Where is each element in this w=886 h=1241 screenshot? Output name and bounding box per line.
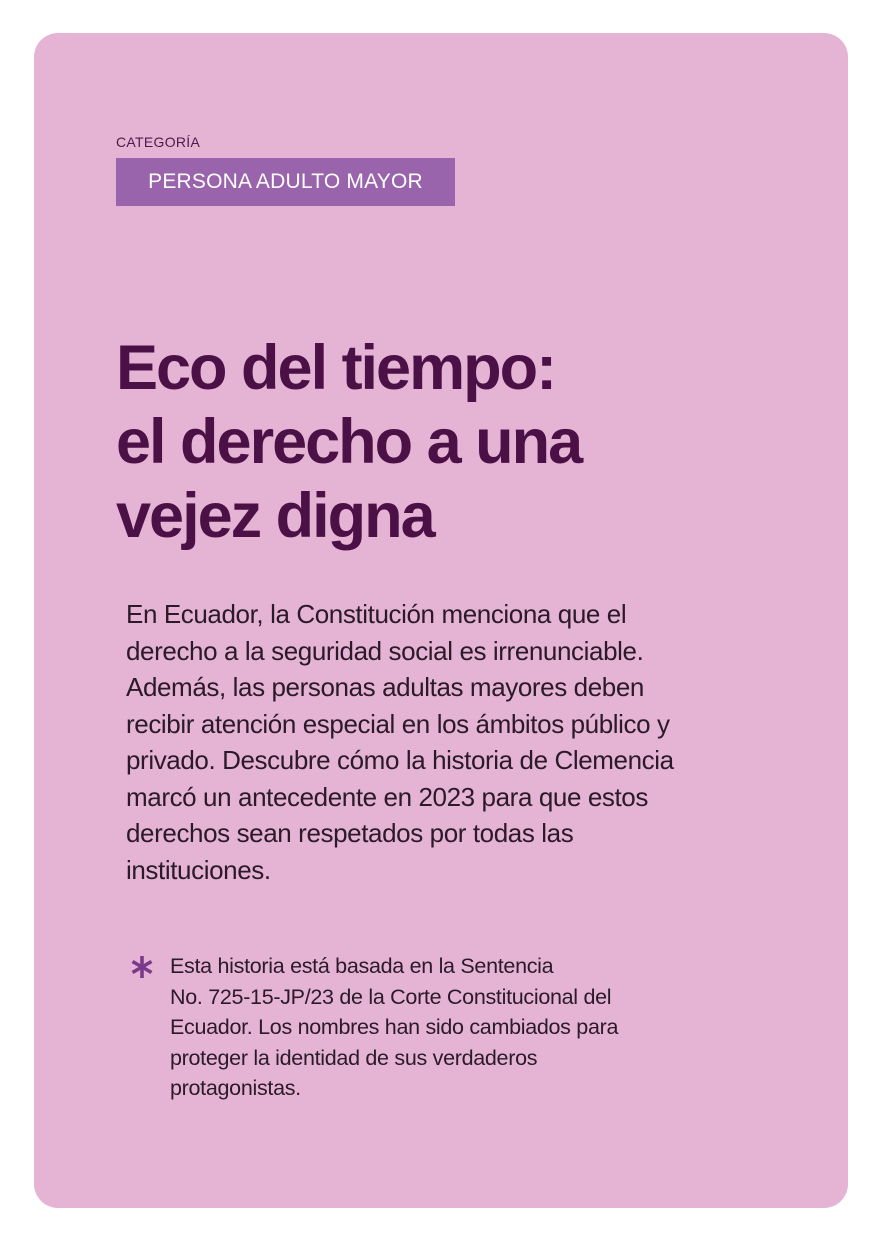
story-title-line: el derecho a una bbox=[116, 407, 582, 477]
intro-line: marcó un antecedente en 2023 para que estos bbox=[126, 781, 648, 812]
story-card bbox=[34, 33, 848, 1208]
note-line: protagonistas. bbox=[170, 1076, 301, 1100]
source-note-text bbox=[170, 951, 750, 1104]
note-line: Esta historia está basada en la Sentencia bbox=[170, 954, 554, 978]
intro-line: derecho a la seguridad social es irrenunciable. bbox=[126, 635, 644, 666]
story-title-line: vejez digna bbox=[116, 481, 434, 551]
intro-line: privado. Descubre cómo la historia de Clemencia bbox=[126, 745, 674, 775]
category-label: CATEGORÍA bbox=[116, 134, 201, 150]
intro-line: Además, las personas adultas mayores deben bbox=[126, 672, 644, 702]
intro-line: En Ecuador, la Constitución menciona que el bbox=[126, 599, 627, 629]
intro-line: instituciones. bbox=[126, 854, 271, 885]
intro-line: recibir atención especial en los ámbitos público y bbox=[126, 708, 670, 739]
intro-paragraph bbox=[126, 596, 776, 888]
note-line: proteger la identidad de sus verdaderos bbox=[170, 1045, 538, 1070]
intro-line: derechos sean respetados por todas las bbox=[126, 818, 574, 848]
note-line: No. 725-15-JP/23 de la Corte Constitucional del bbox=[170, 984, 612, 1009]
note-line: Ecuador. Los nombres han sido cambiados para bbox=[170, 1015, 619, 1039]
story-title-line: Eco del tiempo: bbox=[116, 333, 556, 403]
asterisk-icon bbox=[130, 955, 154, 979]
story-title bbox=[116, 331, 756, 553]
category-badge: PERSONA ADULTO MAYOR bbox=[116, 158, 455, 206]
